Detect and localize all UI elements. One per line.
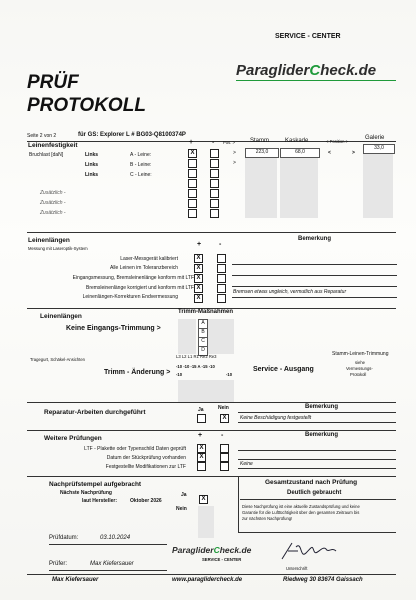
- remark-line: [238, 468, 396, 469]
- gesamt-text-1: Diese Nachprüfung ist eine aktuelle Zustandsprüfung und keine: [242, 504, 360, 509]
- trimm-values-1: -10 -10 -15 A -15 -10: [176, 364, 215, 369]
- laenge-row-3: Eingangsmessung, Bremsleinenlänge konform mit LTF: [72, 275, 194, 281]
- section-leinenlaengen: Leinenlängen: [28, 237, 70, 244]
- title-line1: PRÜF: [27, 72, 79, 93]
- remark-line: [232, 275, 397, 276]
- laenge-check-3[interactable]: X: [194, 274, 203, 283]
- weitere-row-3: Festgestellte Modifikationen zur LTF: [105, 464, 186, 470]
- zusaetzlich-1: Zusätzlich -: [40, 190, 66, 196]
- trimm-grid-left: [178, 319, 196, 354]
- remark-line: [232, 264, 397, 265]
- minus-label: -: [212, 139, 215, 146]
- stamm-value[interactable]: 223,0: [245, 148, 279, 158]
- page-number: Seite 2 von 2: [27, 133, 57, 139]
- laenge-minus-4[interactable]: [217, 284, 226, 293]
- unterschrift-label: Unterschrift: [286, 566, 308, 571]
- col-pos: Pos. >: [223, 140, 235, 145]
- check-minus-f[interactable]: [210, 199, 219, 208]
- leine-a: A - Leine:: [130, 152, 152, 158]
- glider-id: für GS: Explorer L # BG03-Q8100374P: [78, 132, 186, 138]
- check-minus-g[interactable]: [210, 209, 219, 218]
- galerie-value[interactable]: 33,0: [363, 144, 395, 154]
- bemerkung-title-2: Bemerkung: [305, 404, 339, 410]
- service-center-label: SERVICE - CENTER: [275, 33, 341, 40]
- pruefer-name: Max Kiefersauer: [90, 561, 134, 567]
- remark-line: [238, 459, 396, 460]
- check-d[interactable]: [188, 179, 197, 188]
- weitere-remark: Keine: [240, 461, 253, 467]
- trimm-grid-right: [208, 319, 234, 354]
- plus-label: +: [189, 139, 194, 146]
- letter-a: A: [198, 319, 208, 329]
- check-c[interactable]: [188, 169, 197, 178]
- footer-service-center: SERVICE - CENTER: [202, 557, 242, 562]
- laenge-row-5: Leinenlängen-Korrekturen Endvermessung: [82, 294, 178, 300]
- service-ausgang: Service - Ausgang: [253, 366, 314, 373]
- check-minus-d[interactable]: [210, 179, 219, 188]
- ja-label-2: Ja: [181, 492, 187, 498]
- remark-line: [238, 450, 396, 451]
- divider: [27, 574, 396, 575]
- footer-url[interactable]: www.paraglidercheck.de: [172, 577, 243, 583]
- tragegurt-label: Tragegurt, Schäkel-Ansichten: [30, 357, 86, 362]
- logo-underline: [236, 80, 396, 81]
- laenge-minus-2[interactable]: [217, 264, 226, 273]
- letter-b: B: [198, 328, 208, 338]
- laenge-check-1[interactable]: X: [194, 254, 203, 263]
- section-nachpruef: Nachprüfstempel aufgebracht: [49, 481, 142, 488]
- weitere-check-2[interactable]: X: [197, 453, 206, 462]
- reparatur-remark: Keine Beschädigung festgestellt: [240, 415, 312, 421]
- weitere-check-1[interactable]: X: [197, 444, 206, 453]
- laenge-remark: Bremsen etwas ungleich, vermutlich aus Reparatur: [233, 289, 347, 295]
- remark-line: [232, 286, 397, 287]
- weitere-minus-1[interactable]: [220, 444, 229, 453]
- laenge-check-4[interactable]: X: [194, 284, 203, 293]
- zusaetzlich-3: Zusätzlich -: [40, 210, 66, 216]
- laenge-check-2[interactable]: X: [194, 264, 203, 273]
- letter-c: C: [198, 337, 208, 347]
- trimm-aenderung: Trimm - Änderung >: [104, 369, 171, 376]
- galerie-area: [363, 154, 393, 218]
- check-e[interactable]: [188, 189, 197, 198]
- check-minus-b[interactable]: [210, 159, 219, 168]
- divider: [27, 232, 396, 233]
- vermessung-label: Vermessungs-: [346, 366, 373, 371]
- reparatur-ja-box[interactable]: [197, 414, 206, 423]
- nachpruef-ja-box[interactable]: X: [199, 495, 208, 504]
- weitere-minus-2[interactable]: [220, 453, 229, 462]
- title-line2: PROTOKOLL: [27, 95, 146, 116]
- trimm-massnahmen: Trimm-Maßnahmen: [178, 309, 234, 315]
- kaskade-value[interactable]: 68,0: [280, 148, 320, 158]
- check-f[interactable]: [188, 199, 197, 208]
- col-kaskade: Kaskade: [285, 138, 309, 144]
- nein-label-2: Nein: [176, 506, 187, 512]
- footer-address: Riedweg 30 83674 Gaissach: [283, 577, 363, 583]
- weitere-minus-3[interactable]: [220, 462, 229, 471]
- laenge-minus-3[interactable]: [217, 274, 226, 283]
- plus-label-2: +: [197, 241, 202, 248]
- brand-logo: ParagliderCheck.de: [236, 62, 377, 79]
- leine-c: C - Leine:: [130, 172, 152, 178]
- links-label-b: Links: [85, 162, 99, 168]
- nein-label: Nein: [218, 405, 229, 411]
- laser-subtitle: Messung mit Laseroptik-System: [28, 246, 88, 251]
- divider-vertical: [238, 476, 239, 532]
- divider: [27, 402, 396, 403]
- eingang-trimmung: Keine Eingangs-Trimmung >: [66, 325, 161, 332]
- bemerkung-title-1: Bemerkung: [298, 236, 332, 242]
- check-minus-a[interactable]: [210, 149, 219, 158]
- remark-line: [238, 412, 396, 413]
- laut-hersteller: laut Hersteller:: [82, 498, 118, 504]
- next-date: Oktober 2026: [130, 498, 162, 504]
- ja-label: Ja: [198, 407, 204, 413]
- stamm-area: [245, 158, 277, 218]
- leine-b: B - Leine:: [130, 162, 152, 168]
- signature-line: [49, 544, 167, 545]
- trimm-leinen-label: Leinenlängen: [40, 313, 82, 320]
- trimm-grid-bottom: [178, 380, 234, 402]
- divider: [238, 532, 396, 533]
- laenge-row-2: Alle Leinen im Toleranzbereich: [109, 265, 178, 271]
- section-weitere: Weitere Prüfungen: [44, 435, 102, 442]
- remark-line: [238, 422, 396, 423]
- remark-line: [232, 297, 397, 298]
- col-stamm: Stamm: [250, 138, 270, 144]
- naechste-label: Nächste Nachprüfung: [60, 490, 112, 496]
- footer-name: Max Kiefersauer: [52, 577, 99, 583]
- laenge-minus-5[interactable]: [217, 294, 226, 303]
- section-leinenfestigkeit: Leinenfestigkeit: [28, 142, 78, 149]
- footer-logo: ParagliderCheck.de: [172, 545, 252, 555]
- remark-line: [240, 499, 396, 500]
- links-label-c: Links: [85, 172, 99, 178]
- minus-label-3: -: [221, 432, 224, 439]
- minus-label-2: -: [219, 241, 222, 248]
- check-minus-c[interactable]: [210, 169, 219, 178]
- weitere-row-2: Datum der Stückprüfung vorhanden: [106, 455, 186, 461]
- trimm-values-2: -10: [176, 372, 183, 377]
- gesamt-title: Gesamtzustand nach Prüfung: [265, 479, 358, 486]
- gesamt-text-2: Garantie für die Lufttüchtigkeit über den gesamten Zeitraum bis: [242, 510, 360, 515]
- stamp-area: [198, 506, 214, 538]
- col-galerie: Galerie: [365, 135, 385, 141]
- check-a[interactable]: X: [188, 149, 197, 158]
- gesamt-text-3: zur nächsten Nachprüfung!: [242, 516, 293, 521]
- pruefdatum-label: Prüfdatum:: [49, 535, 79, 541]
- pos-arrow-2: >: [233, 160, 236, 166]
- kaskade-area: [280, 158, 318, 218]
- reparatur-nein-box[interactable]: X: [220, 414, 229, 423]
- letter-d: D: [198, 346, 208, 356]
- laenge-row-1: Laser-Messgerät kalibriert: [120, 256, 178, 262]
- pos-lt: <: [328, 150, 331, 156]
- check-minus-e[interactable]: [210, 189, 219, 198]
- plus-label-3: +: [198, 432, 203, 439]
- signature-graphic: [278, 539, 338, 563]
- pos-gt: >: [352, 150, 355, 156]
- pos-arrow-1: >: [233, 150, 236, 156]
- check-b[interactable]: [188, 159, 197, 168]
- weitere-row-1: LTF - Plakette oder Typenschild Daten geprüft: [84, 446, 186, 452]
- pruefdatum-value: 03.10.2024: [100, 535, 131, 541]
- protokoll-label: Protokoll: [350, 372, 367, 377]
- divider: [27, 430, 396, 431]
- pruefer-label: Prüfer:: [49, 561, 68, 567]
- section-reparatur: Reparatur-Arbeiten durchgeführt: [44, 409, 146, 416]
- signature-line: [49, 570, 167, 571]
- siehe-label: siehe: [355, 360, 366, 365]
- bruchlast-label: Bruchlast [daN]: [29, 152, 64, 158]
- weitere-check-3[interactable]: [197, 462, 206, 471]
- zusaetzlich-2: Zusätzlich -: [40, 200, 66, 206]
- laenge-row-4: Bremsleinenlänge korrigiert und konform mit LTF: [85, 285, 194, 291]
- col-position: < Position >: [326, 139, 349, 144]
- trimm-values-3: -10: [226, 372, 233, 377]
- laenge-check-5[interactable]: X: [194, 294, 203, 303]
- stamm-trimmung: Stamm-Leinen-Trimmung: [332, 351, 389, 357]
- trimm-columns: L3 L2 L1 R1 Re2 Re3: [176, 354, 217, 359]
- check-g[interactable]: [188, 209, 197, 218]
- divider: [27, 476, 396, 477]
- laenge-minus-1[interactable]: [217, 254, 226, 263]
- gesamt-value: Deutlich gebraucht: [287, 490, 342, 496]
- bemerkung-title-3: Bemerkung: [305, 432, 339, 438]
- links-label-a: Links: [85, 152, 99, 158]
